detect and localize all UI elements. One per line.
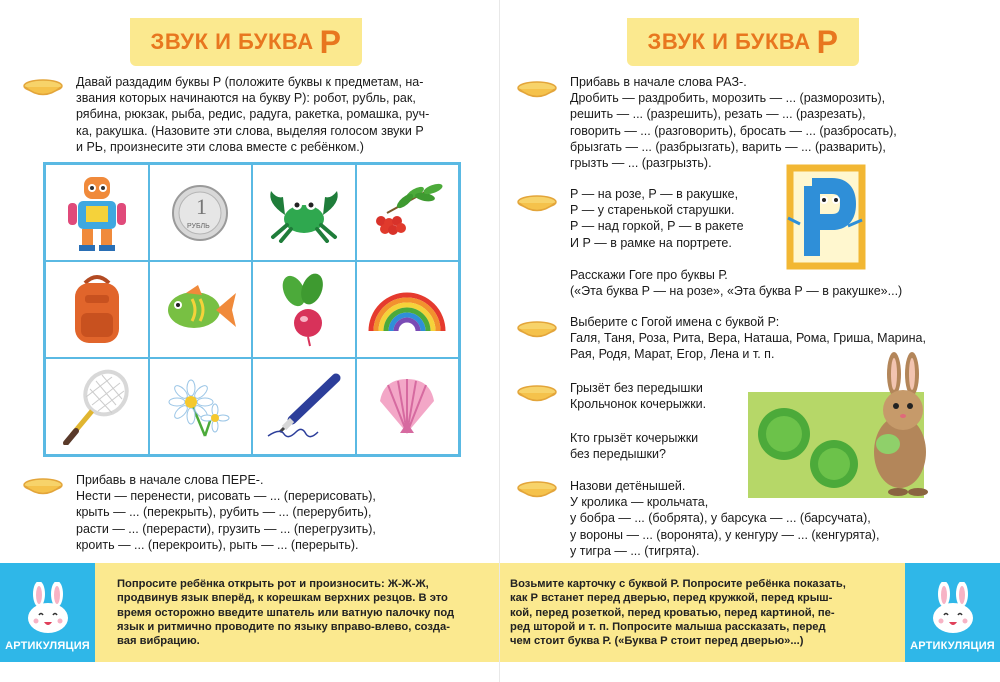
left-task2-line: крыть — ... (перекрыть), рубить — ... (перерубить), [76,505,372,520]
right-tell-line: Расскажи Гоге про буквы Р. [570,268,728,282]
right-task1-line: Прибавь в начале слова РАЗ-. [570,75,747,89]
grid-cell-pen [252,358,356,455]
bowl-icon [516,194,558,214]
right-tell [570,267,902,299]
fish-icon [162,285,238,335]
right-page [500,0,1000,682]
right-footer-text [510,577,846,648]
left-task1 [76,74,429,155]
right-footer-line: кой, перед розеткой, перед кроватью, перед картиной, пе- [510,606,835,619]
left-task1-line: и РЬ, произнесите эти слова вместе с ребёнком.) [76,139,364,154]
bunny-icon [25,582,71,634]
backpack-icon [67,273,127,347]
coin-label: РУБЛЬ [187,222,210,230]
right-young-line: у бобра — ... (бобрята), у барсука — ... (барсучата), [570,511,871,526]
right-names-line: Рая, Родя, Марат, Егор, Лена и т. п. [570,347,775,362]
left-footer-line: вая вибрацию. [117,635,200,648]
right-footer-line: как Р встанет перед дверью, перед кружкой, перед крыш- [510,592,833,605]
left-articulation-panel [0,563,95,662]
left-task2-line: Прибавь в начале слова ПЕРЕ-. [76,473,264,487]
svg-text:1: 1 [196,193,208,219]
chamomile-icon [165,372,235,442]
left-title: ЗВУК И БУКВА [150,29,314,54]
right-young [570,478,879,559]
left-footer-line: язык и ритмично проводите по языку вправо-влево, созда- [117,620,450,633]
right-young-line: у тигра — ... (тигрята). [570,543,700,558]
right-task1 [570,74,897,171]
right-names-line: Галя, Таня, Роза, Рита, Вера, Наташа, Рома, Гриша, Марина, [570,331,926,346]
rabbit-cabbage-illustration [748,352,944,498]
grid-cell-shell [356,358,460,455]
grid-cell-coin [149,164,253,261]
right-footer-line: ред шторой и т. п. Попросите малыша рассказать, перед [510,620,826,633]
pen-icon [262,372,346,442]
right-footer-line: чем стоит буква Р. («Буква Р стоит перед дверью»...) [510,635,804,648]
right-poem1-line: Р — на розе, Р — в ракушке, [570,187,739,201]
right-poem2-line: Крольчонок кочерыжки. [570,397,707,412]
grid-cell-racket [45,358,149,455]
left-task2-line: Нести — перенести, рисовать — ... (перерисовать), [76,489,376,504]
rainbow-icon [367,287,447,333]
right-poem1 [570,186,744,251]
right-title: ЗВУК И БУКВА [647,29,811,54]
right-poem1-line: И Р — в рамке на портрете. [570,235,732,250]
right-question [570,430,698,462]
grid-cell-rainbow [356,261,460,358]
right-poem1-line: Р — у старенькой старушки. [570,203,735,218]
framed-letter-r-icon [786,164,866,274]
bunny-icon [930,582,976,634]
right-title-letter: Р [816,23,839,60]
left-task2 [76,472,376,553]
left-footer-line: Попросите ребёнка открыть рот и произносить: Ж-Ж-Ж, [117,578,429,590]
right-task1-line: брызгать — ... (разбрызгать), варить — ... (разварить), [570,139,886,154]
bowl-icon [516,80,558,100]
rowan-icon [367,183,447,243]
right-names-line: Выберите с Гогой имена с буквой Р: [570,315,780,329]
racket-icon [62,369,132,445]
left-footer-line: время осторожно введите шпатель или ватную палочку под [117,606,455,619]
shell-icon [374,377,440,437]
right-question-line: без передышки? [570,447,666,462]
left-task1-line: Давай раздадим буквы Р (положите буквы к предметам, на- [76,75,424,89]
bowl-icon [22,78,64,98]
robot-icon [64,173,130,253]
right-articulation-panel [905,563,1000,662]
right-task1-line: Дробить — раздробить, морозить — ... (разморозить), [570,91,886,106]
right-title-banner [627,18,859,66]
grid-cell-rowan [356,164,460,261]
bowl-icon [22,477,64,497]
left-footer-line: продвинув язык вперёд, к корешкам верхних резцов. В это [117,592,448,605]
right-tell-line: («Эта буква Р — на розе», «Эта буква Р — в ракушке»...) [570,284,903,299]
left-task1-line: ка, ракушка. (Назовите эти слова, выделяя голосом звуки Р [76,123,424,138]
right-young-line: Назови детёнышей. [570,479,686,493]
bowl-icon [516,480,558,500]
grid-cell-chamomile [149,358,253,455]
right-poem1-line: Р — над горкой, Р — в ракете [570,219,744,234]
right-young-line: У кролика — крольчата, [570,495,709,510]
right-articulation-label: АРТИКУЛЯЦИЯ [910,640,995,652]
grid-cell-robot [45,164,149,261]
left-footer-text [117,577,454,648]
right-task1-line: говорить — ... (разговорить), бросать — ... (разбросать), [570,123,897,138]
radish-icon [274,273,334,347]
picture-grid [43,162,461,457]
right-young-line: у вороны — ... (воронята), у кенгуру — ... (кенгурята), [570,527,880,542]
crab-icon [261,183,347,243]
bowl-icon [516,384,558,404]
left-title-letter: Р [319,23,342,60]
grid-cell-backpack [45,261,149,358]
left-title-banner [130,18,362,66]
left-task2-line: расти — ... (перерасти), грузить — ... (перегрузить), [76,521,376,536]
left-articulation-label: АРТИКУЛЯЦИЯ [5,640,90,652]
right-poem2 [570,380,706,412]
grid-cell-crab [252,164,356,261]
grid-cell-radish [252,261,356,358]
left-task2-line: кроить — ... (перекроить), рыть — ... (перерыть). [76,537,359,552]
right-footer-line: Возьмите карточку с буквой Р. Попросите ребёнка показать, [510,578,846,590]
left-task1-line: рябина, рюкзак, рыба, редис, радуга, ракетка, ромашка, руч- [76,107,430,122]
left-task1-line: звания которых начинаются на букву Р): робот, рубль, рак, [76,91,416,106]
grid-cell-fish [149,261,253,358]
right-task1-line: решить — ... (разрешить), резать — ... (разрезать), [570,107,866,122]
coin-icon [171,184,229,242]
right-question-line: Кто грызёт кочерыжки [570,431,699,445]
bowl-icon [516,320,558,340]
right-poem2-line: Грызёт без передышки [570,381,703,395]
right-task1-line: грызть — ... (разгрызть). [570,156,712,171]
